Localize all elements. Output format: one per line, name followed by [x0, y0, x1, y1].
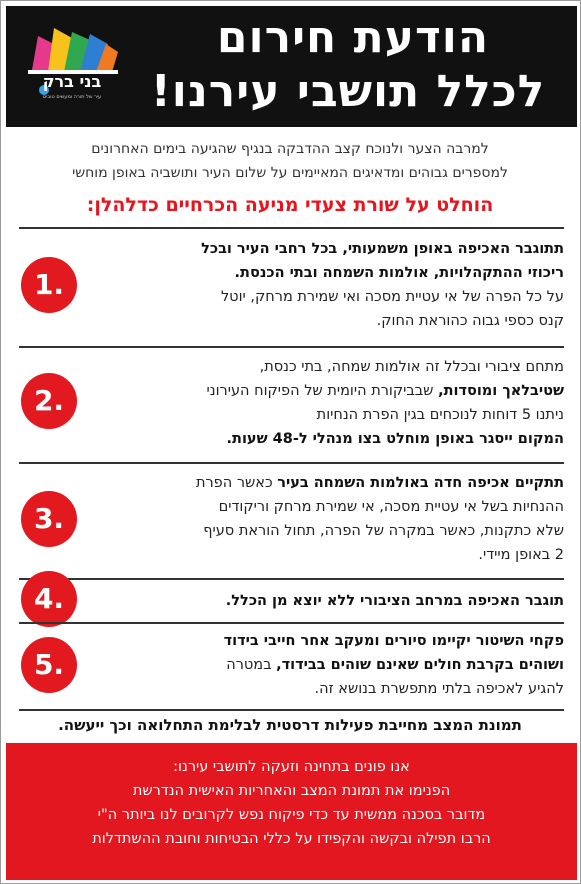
- item-4-bold-1: תוגבר האכיפה במרחב הציבורי ללא יוצא מן הכלל.: [225, 593, 564, 609]
- list-item-2: [19, 351, 564, 457]
- item-2-text-2: שבביקורת היומית של הפיקוח העירוני: [206, 383, 434, 399]
- logo-text: בני ברק: [42, 72, 102, 91]
- closing-statement: תמונת המצב מחייבת פעילות דרסטית לבלימת התחלואה וכך ייעשה.: [58, 716, 522, 734]
- item-5-text-1: במטרה: [226, 657, 272, 673]
- intro-paragraph: [14, 137, 566, 185]
- divider: [19, 346, 564, 348]
- appeal-line-1: אנו פונים בתחינה וזעקה לתושבי עירנו:: [173, 759, 410, 775]
- divider: [19, 227, 564, 229]
- title-line-1: הודעת חירום: [216, 12, 490, 63]
- intro-line-2: למספרים גבוהים ומדאיגים המאיימים על שלום העיר ותושביה באופן מוחשי: [72, 165, 508, 181]
- appeal-line-4: הרבו תפילה ובקשה והקפידו על כללי הבטיחות וחובת ההשתדלות: [92, 831, 491, 847]
- item-3-text-2: ההנחיות בשל אי עטיית מסכה, אי שמירת מרחק וריקודים: [218, 499, 564, 515]
- item-3-text: [134, 471, 564, 567]
- intro-line-1: למרבה הצער ולנוכח קצב ההדבקה בנגיף שהגיעה בימים האחרונים: [91, 141, 489, 157]
- item-2-text-1: מתחם ציבורי ובכלל זה אולמות שמחה, בתי כנסת,: [259, 359, 564, 375]
- item-3-bold-1: תתקיים אכיפה חדה באולמות השמחה בעיר: [277, 475, 564, 491]
- divider: [19, 462, 564, 464]
- list-item-3: [19, 467, 564, 573]
- list-item-4: [19, 581, 564, 617]
- item-2-text-3: ניתנו 5 דוחות לנוכחים בגין הפרת הנחיות: [316, 407, 564, 423]
- item-number-badge: 3.: [21, 491, 77, 547]
- appeal-box: [6, 743, 577, 880]
- appeal-line-2: הפנימו את תמונת המצב והאחריות האישית הנדרשת: [132, 783, 451, 799]
- item-number-badge: 2.: [21, 373, 77, 429]
- item-2-bold-1: שטיבלאך ומוסדות,: [438, 383, 564, 399]
- appeal-line-3: מדובר בסכנה ממשית עד כדי פיקוח נפש לקרובים לנו ביותר ה"י: [97, 807, 486, 823]
- item-5-bold-1: פקחי השיטור יקיימו סיורים ומעקב אחר חייבי בידוד: [223, 633, 564, 649]
- divider: [19, 622, 564, 624]
- divider: [19, 578, 564, 580]
- item-1-text: [134, 237, 564, 333]
- municipality-logo: [14, 14, 130, 114]
- logo-subtitle: עיר של תורה ומעשים טובים: [42, 94, 102, 100]
- divider: [19, 709, 564, 711]
- title-line-2: לכלל תושבי עירנו!: [150, 66, 546, 117]
- item-3-text-1: כאשר הפרת: [195, 475, 273, 491]
- item-5-text-2: להגיע לאכיפה בלתי מתפשרת בנושא זה.: [314, 681, 564, 697]
- item-5-text: [134, 629, 564, 701]
- item-2-text: [134, 355, 564, 451]
- item-2-bold-2: המקום ייסגר באופן מוחלט בצו מנהלי ל-48 שעות.: [226, 431, 564, 447]
- item-4-text: [134, 589, 564, 613]
- list-item-5: [19, 627, 564, 707]
- header-banner: [6, 6, 577, 127]
- item-3-text-3: שלא כתקנות, כאשר במקרה של הפרה, תחול הוראת סעיף: [203, 523, 564, 539]
- item-1-text-1: על כל הפרה של אי עטיית מסכה ואי שמירת מרחק, יוטל: [220, 289, 564, 305]
- item-3-text-4: 2 באופן מיידי.: [478, 547, 564, 563]
- decision-heading: הוחלט על שורת צעדי מניעה הכרחיים כדלהלן:: [86, 194, 494, 216]
- item-5-bold-2: ושוהים בקרבת חולים שאינם שוהים בבידוד,: [276, 657, 564, 673]
- item-number-badge: 5.: [21, 637, 77, 693]
- item-1-bold-1: תתוגבר האכיפה באופן משמעותי, בכל רחבי העיר ובכל: [201, 241, 564, 257]
- list-item-1: [19, 233, 564, 339]
- item-number-badge: 1.: [21, 257, 77, 313]
- item-1-text-2: קנס כספי גבוה כהוראת החוק.: [376, 313, 564, 329]
- item-number-badge: 4.: [21, 571, 77, 627]
- item-1-bold-2: ריכוזי ההתקהלויות, אולמות השמחה ובתי הכנסת.: [234, 265, 564, 281]
